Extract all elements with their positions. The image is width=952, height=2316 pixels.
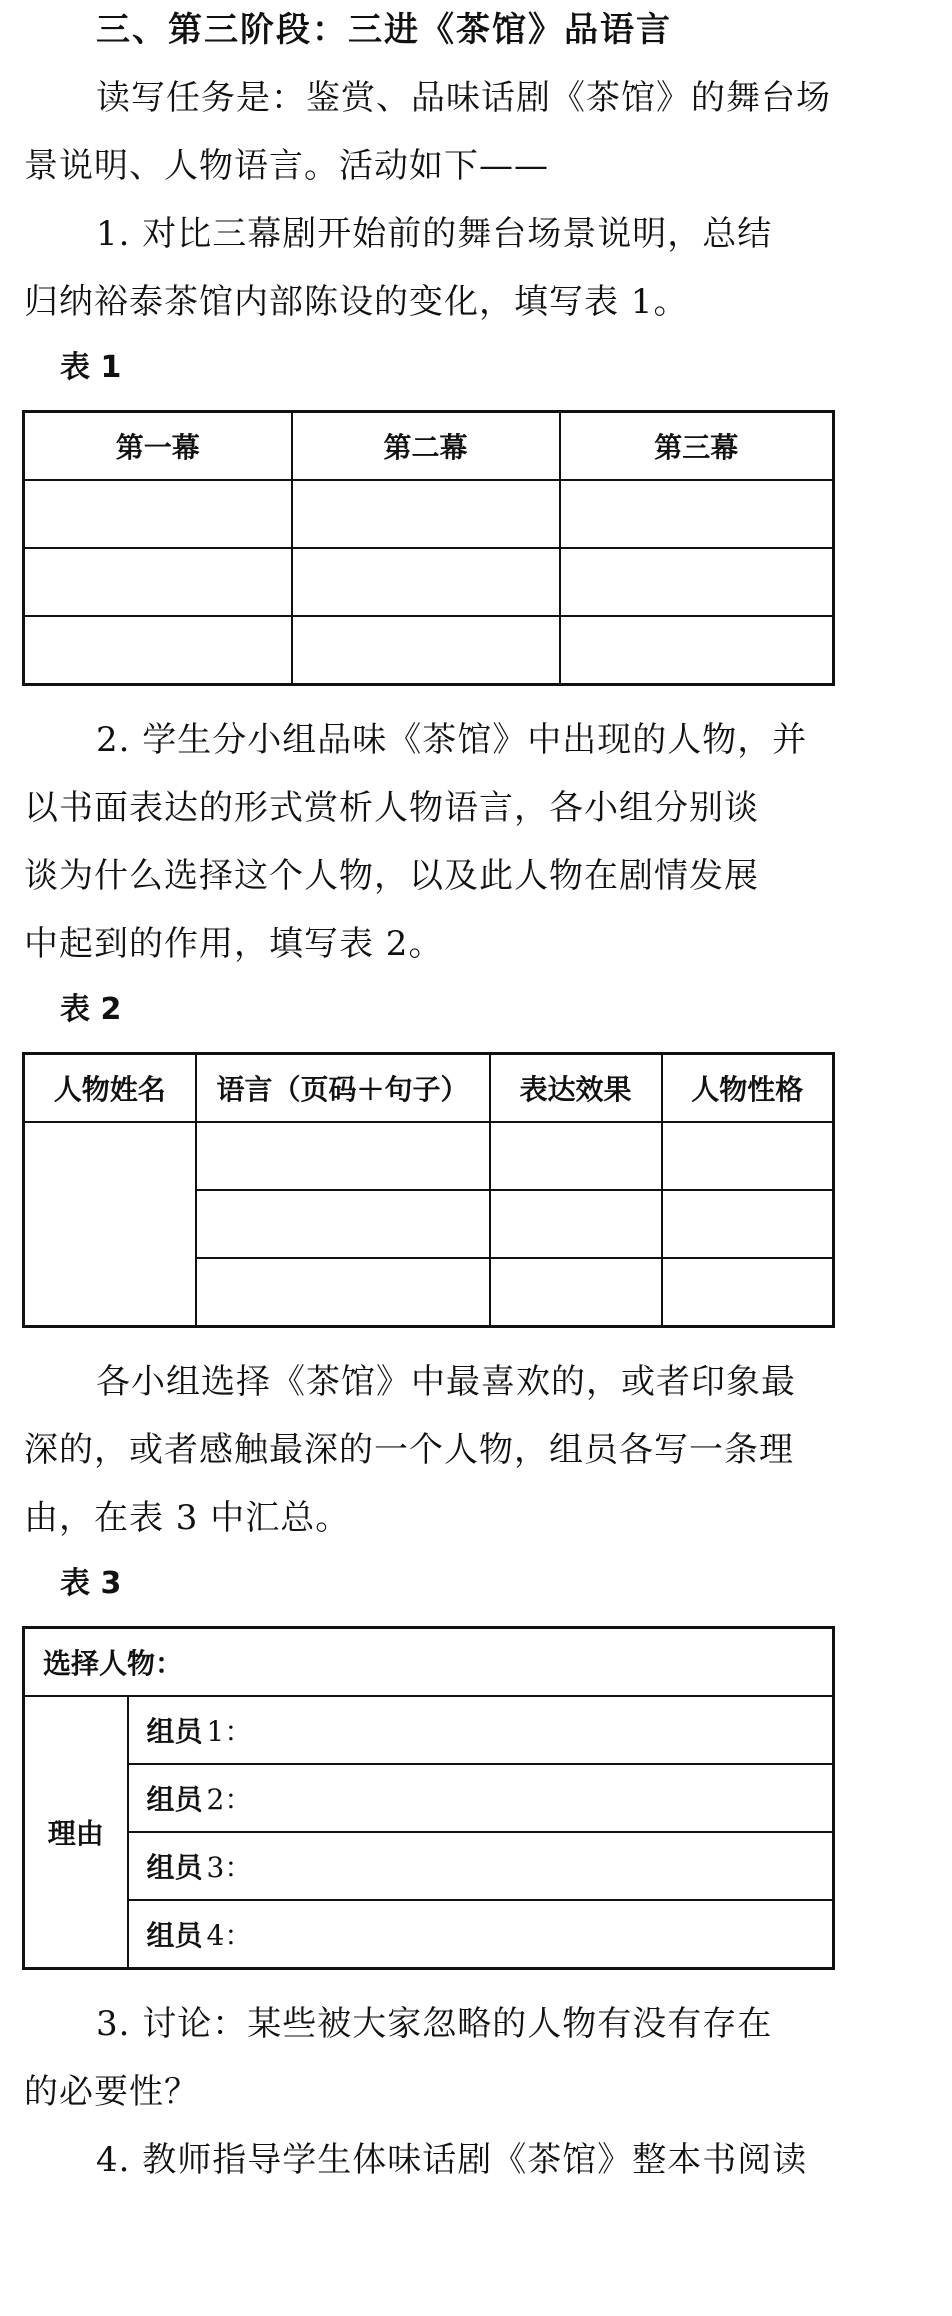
table1-cell[interactable] [24,616,292,685]
table2-cell[interactable] [196,1190,490,1258]
table2-header-effect: 表达效果 [490,1054,662,1123]
table-row [24,1764,834,1832]
member-4-cell[interactable] [128,1900,834,1969]
table-row [24,1122,834,1190]
table1-cell[interactable] [292,616,560,685]
member-4-number: 4： [206,1919,253,1952]
table2-header-character: 人物性格 [662,1054,834,1123]
table-row [24,616,834,685]
table1-header-act1: 第一幕 [24,412,292,481]
table1-cell[interactable] [560,616,834,685]
member-1-number: 1： [206,1715,253,1748]
table2-cell[interactable] [490,1122,662,1190]
task1-line-2: 归纳裕泰茶馆内部陈设的变化，填写表 1。 [24,282,689,322]
member-2-number: 2： [206,1783,253,1816]
table1-header-row [24,412,834,481]
group-line-1: 各小组选择《茶馆》中最喜欢的，或者印象最 [96,1362,796,1402]
table2-header-name: 人物姓名 [24,1054,196,1123]
table2-header-language: 语言（页码＋句子） [196,1054,490,1123]
section-heading: 三、第三阶段：三进《茶馆》品语言 [96,10,672,50]
table-row [24,1628,834,1697]
table2-cell[interactable] [662,1122,834,1190]
table-row [24,1900,834,1969]
table2-cell[interactable] [196,1258,490,1327]
member-2-cell[interactable] [128,1764,834,1832]
table1-cell[interactable] [560,548,834,616]
table-1 [22,410,835,686]
task2-line-2: 以书面表达的形式赏析人物语言，各小组分别谈 [24,788,759,828]
task2-line-4: 中起到的作用，填写表 2。 [24,924,444,964]
member-3-number: 3： [206,1851,253,1884]
select-character-label[interactable]: 选择人物： [24,1628,834,1697]
member-label: 组员 [146,1919,203,1952]
member-label: 组员 [146,1783,203,1816]
table1-cell[interactable] [24,480,292,548]
table1-cell[interactable] [24,548,292,616]
table3-caption: 表 3 [60,1566,122,1601]
table-row [24,480,834,548]
table1-cell[interactable] [292,548,560,616]
table2-name-cell[interactable] [24,1122,196,1327]
group-line-2: 深的，或者感触最深的一个人物，组员各写一条理 [24,1430,794,1470]
table1-caption: 表 1 [60,350,122,385]
member-label: 组员 [146,1715,203,1748]
table2-cell[interactable] [662,1190,834,1258]
table1-header-act2: 第二幕 [292,412,560,481]
reason-label: 理由 [24,1696,128,1969]
table-3 [22,1626,835,1970]
member-3-cell[interactable] [128,1832,834,1900]
task3-line-1: 3. 讨论：某些被大家忽略的人物有没有存在 [96,2004,773,2044]
table2-header-row [24,1054,834,1123]
table-2 [22,1052,835,1328]
table1-header-act3: 第三幕 [560,412,834,481]
table-row [24,1832,834,1900]
task4-line-1: 4. 教师指导学生体味话剧《茶馆》整本书阅读 [96,2140,808,2180]
table-row [24,1696,834,1764]
table2-cell[interactable] [196,1122,490,1190]
member-1-cell[interactable] [128,1696,834,1764]
task2-line-1: 2. 学生分小组品味《茶馆》中出现的人物，并 [96,720,808,760]
member-label: 组员 [146,1851,203,1884]
intro-line-1: 读写任务是：鉴赏、品味话剧《茶馆》的舞台场 [96,78,831,118]
task3-line-2: 的必要性？ [24,2072,199,2112]
table2-caption: 表 2 [60,992,122,1027]
table2-cell[interactable] [490,1258,662,1327]
task2-line-3: 谈为什么选择这个人物，以及此人物在剧情发展 [24,856,759,896]
table-row [24,548,834,616]
table1-cell[interactable] [292,480,560,548]
table2-cell[interactable] [662,1258,834,1327]
table1-cell[interactable] [560,480,834,548]
task1-line-1: 1. 对比三幕剧开始前的舞台场景说明，总结 [96,214,773,254]
table2-cell[interactable] [490,1190,662,1258]
intro-line-2: 景说明、人物语言。活动如下—— [24,146,549,186]
group-line-3: 由，在表 3 中汇总。 [24,1498,351,1538]
